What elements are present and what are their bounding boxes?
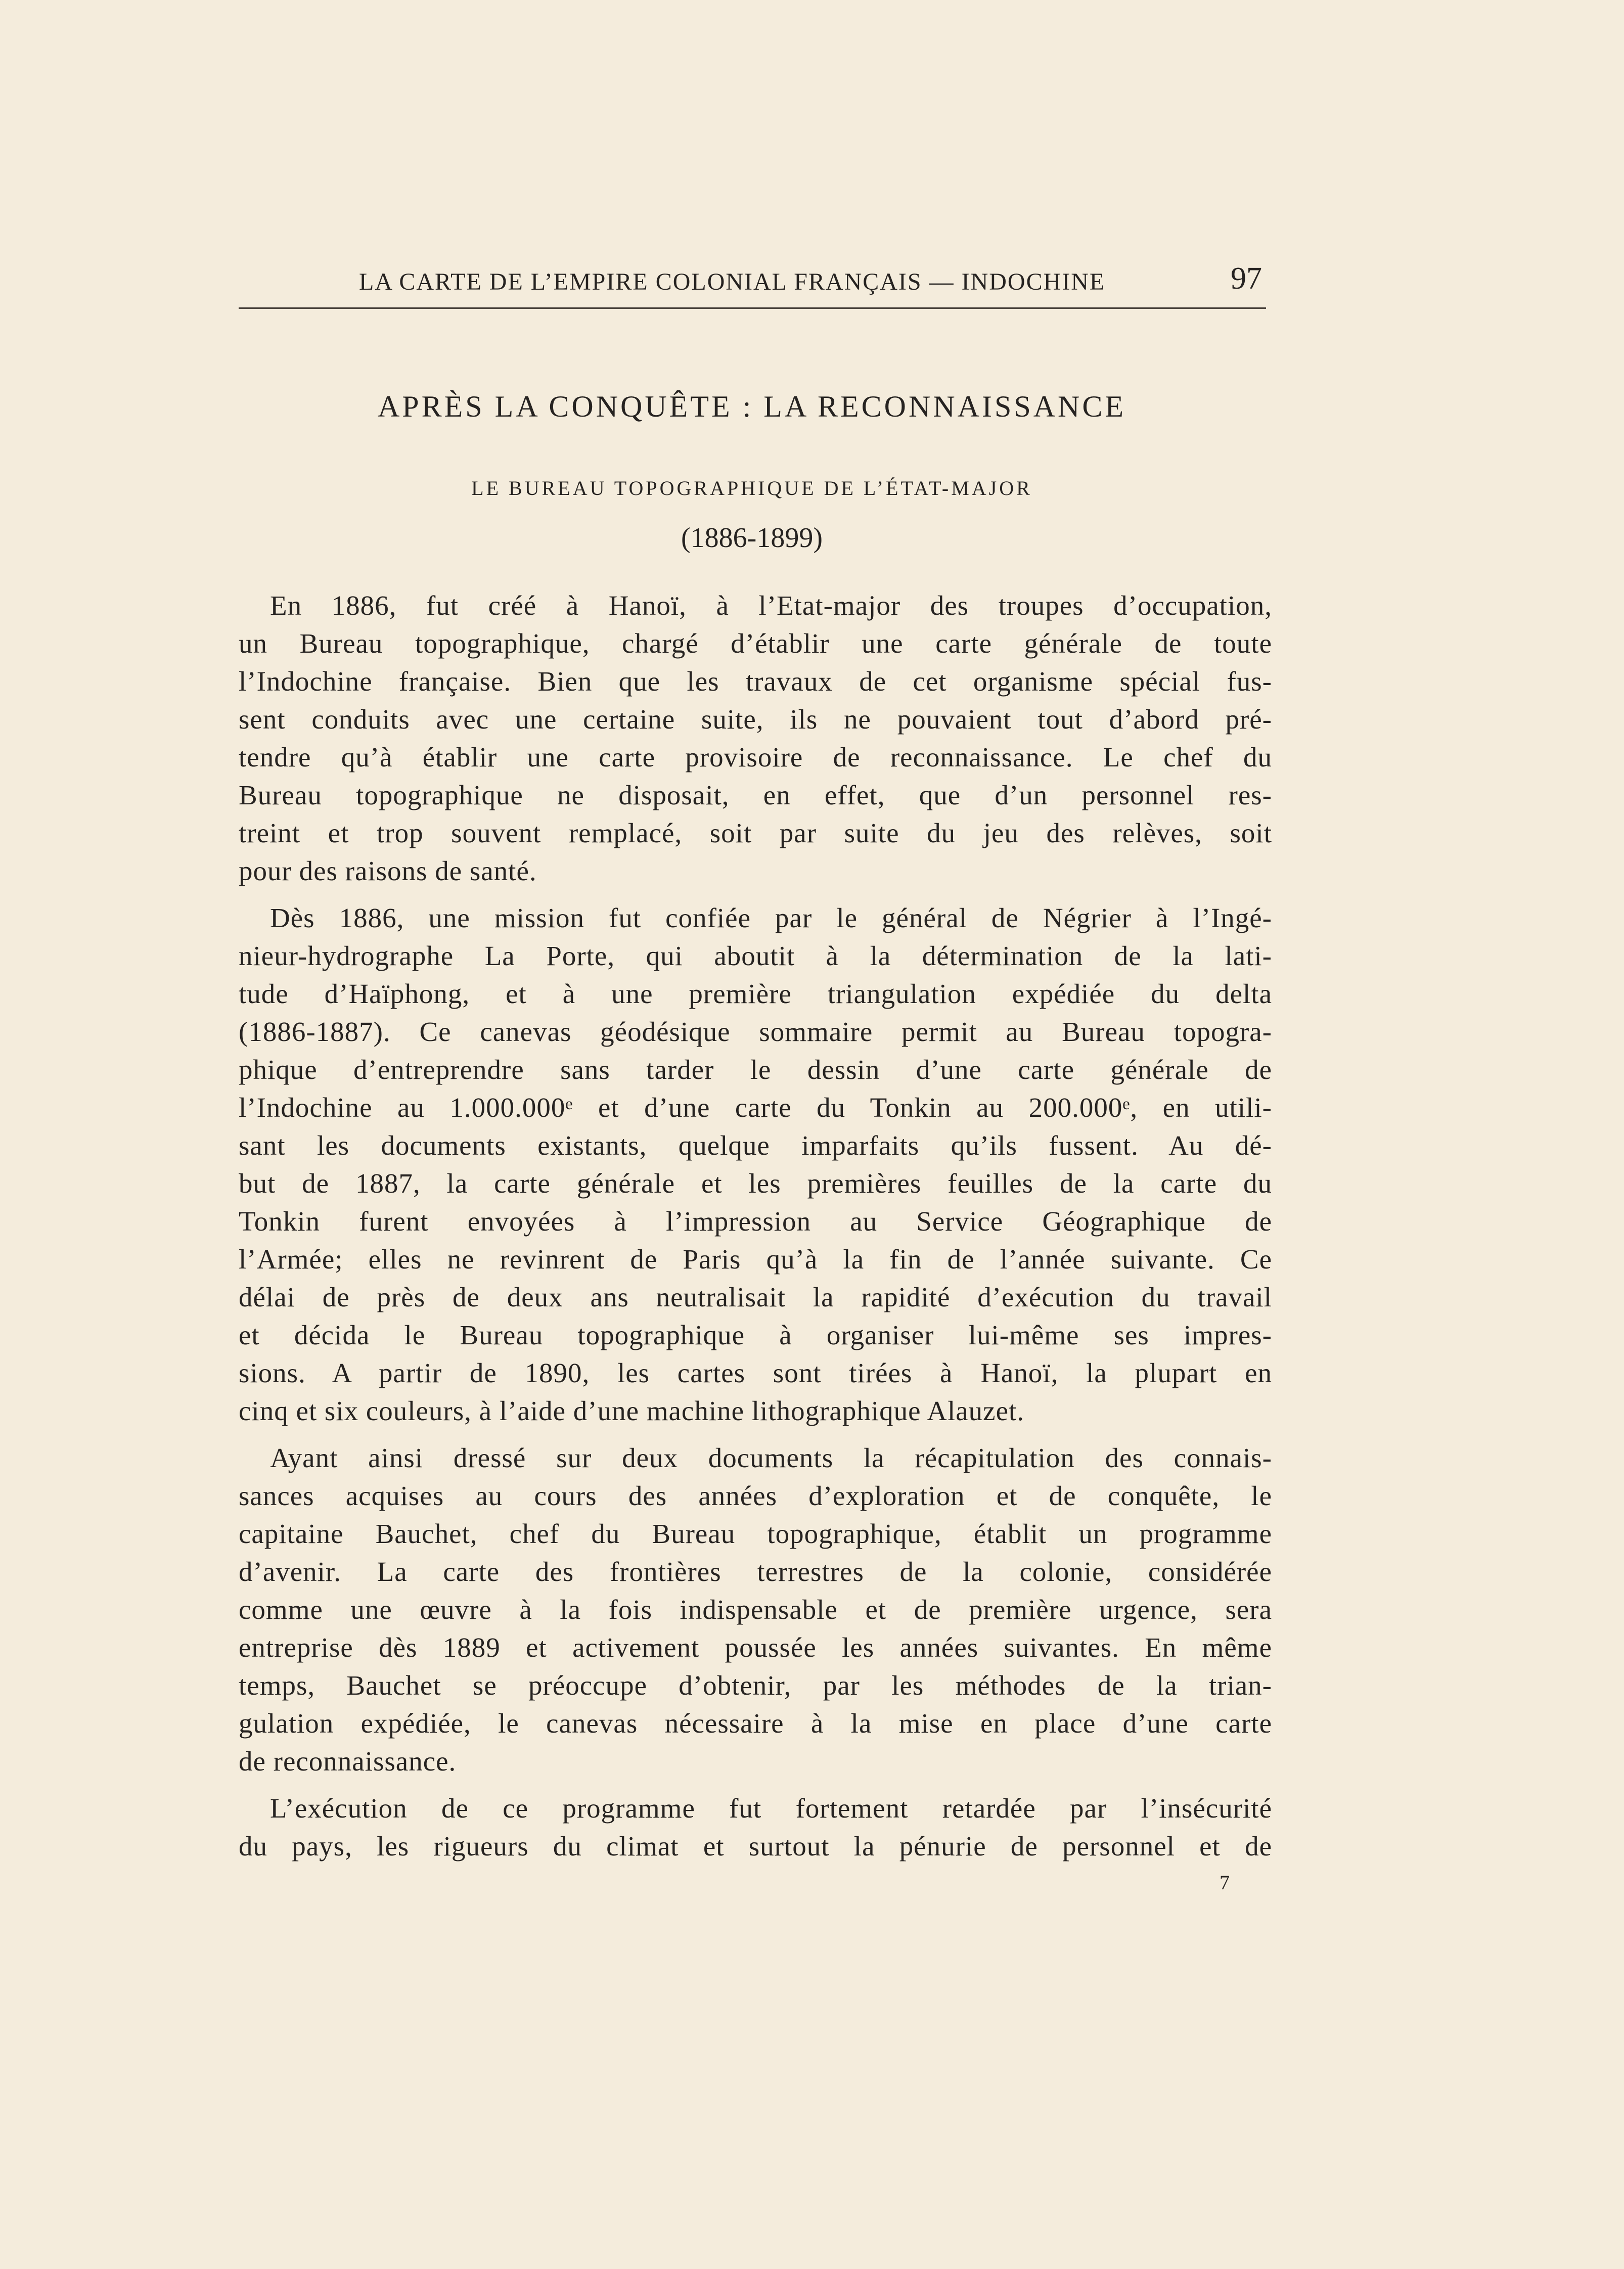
text-line: un Bureau topographique, chargé d’établir une carte générale de toute — [239, 628, 1272, 659]
text-line: l’Indochine française. Bien que les travaux de cet organisme spécial fus- — [239, 666, 1272, 697]
text-line: En 1886, fut créé à Hanoï, à l’Etat-major des troupes d’occupation, — [270, 590, 1272, 621]
text-line: comme une œuvre à la fois indispensable et de première urgence, sera — [239, 1594, 1272, 1625]
text-line: cinq et six couleurs, à l’aide d’une machine lithographique Alauzet. — [239, 1395, 1025, 1426]
text-line: d’avenir. La carte des frontières terrestres de la colonie, considérée — [239, 1556, 1272, 1587]
page-number: 97 — [1231, 261, 1262, 296]
signature-mark: 7 — [1220, 1871, 1230, 1894]
text-line: capitaine Bauchet, chef du Bureau topographique, établit un programme — [239, 1518, 1272, 1549]
paragraph-1 — [239, 586, 1272, 890]
text-line: entreprise dès 1889 et activement poussée les années suivantes. En même — [239, 1632, 1272, 1663]
text-line: du pays, les rigueurs du climat et surtout la pénurie de personnel et de — [239, 1831, 1272, 1862]
text-line: temps, Bauchet se préoccupe d’obtenir, par les méthodes de la trian- — [239, 1670, 1272, 1701]
text-line: l’Indochine au 1.000.000ᵉ et d’une carte du Tonkin au 200.000ᵉ, en utili- — [239, 1092, 1272, 1123]
text-line: tendre qu’à établir une carte provisoire de reconnaissance. Le chef du — [239, 742, 1272, 773]
text-line: sions. A partir de 1890, les cartes sont tirées à Hanoï, la plupart en — [239, 1357, 1272, 1388]
text-line: (1886-1887). Ce canevas géodésique sommaire permit au Bureau topogra- — [239, 1016, 1272, 1047]
text-line: pour des raisons de santé. — [239, 855, 537, 886]
text-line: L’exécution de ce programme fut fortement retardée par l’insécurité — [270, 1793, 1272, 1824]
text-line: Ayant ainsi dressé sur deux documents la récapitulation des connais- — [270, 1442, 1272, 1473]
text-line: tude d’Haïphong, et à une première triangulation expédiée du delta — [239, 978, 1272, 1009]
header-rule — [239, 307, 1266, 309]
paragraph-3 — [239, 1439, 1272, 1780]
text-line: délai de près de deux ans neutralisait la rapidité d’exécution du travail — [239, 1282, 1272, 1312]
paragraph-4 — [239, 1789, 1272, 1865]
body-text — [239, 586, 1272, 1874]
paragraph-2 — [239, 899, 1272, 1430]
text-line: et décida le Bureau topographique à organiser lui-même ses impres- — [239, 1320, 1272, 1350]
text-line: gulation expédiée, le canevas nécessaire à la mise en place d’une carte — [239, 1708, 1272, 1739]
text-line: l’Armée; elles ne revinrent de Paris qu’à la fin de l’année suivante. Ce — [239, 1244, 1272, 1275]
text-line: sances acquises au cours des années d’exploration et de conquête, le — [239, 1480, 1272, 1511]
text-line: nieur-hydrographe La Porte, qui aboutit à la détermination de la lati- — [239, 940, 1272, 971]
text-line: treint et trop souvent remplacé, soit par suite du jeu des relèves, soit — [239, 818, 1272, 848]
text-line: Dès 1886, une mission fut confiée par le général de Négrier à l’Ingé- — [270, 902, 1272, 933]
running-head-title: LA CARTE DE L’EMPIRE COLONIAL FRANÇAIS — INDOCHINE — [359, 268, 1106, 295]
text-line: but de 1887, la carte générale et les premières feuilles de la carte du — [239, 1168, 1272, 1199]
date-range: (1886-1899) — [681, 522, 823, 554]
text-line: Tonkin furent envoyées à l’impression au Service Géographique de — [239, 1206, 1272, 1237]
chapter-title: APRÈS LA CONQUÊTE : LA RECONNAISSANCE — [377, 390, 1126, 423]
section-title: LE BUREAU TOPOGRAPHIQUE DE L’ÉTAT-MAJOR — [471, 477, 1032, 500]
text-line: Bureau topographique ne disposait, en effet, que d’un personnel res- — [239, 780, 1272, 810]
text-line: de reconnaissance. — [239, 1746, 457, 1777]
running-head — [239, 259, 1266, 309]
text-line: sent conduits avec une certaine suite, ils ne pouvaient tout d’abord pré- — [239, 704, 1272, 735]
text-line: phique d’entreprendre sans tarder le dessin d’une carte générale de — [239, 1054, 1272, 1085]
text-line: sant les documents existants, quelque imparfaits qu’ils fussent. Au dé- — [239, 1130, 1272, 1161]
